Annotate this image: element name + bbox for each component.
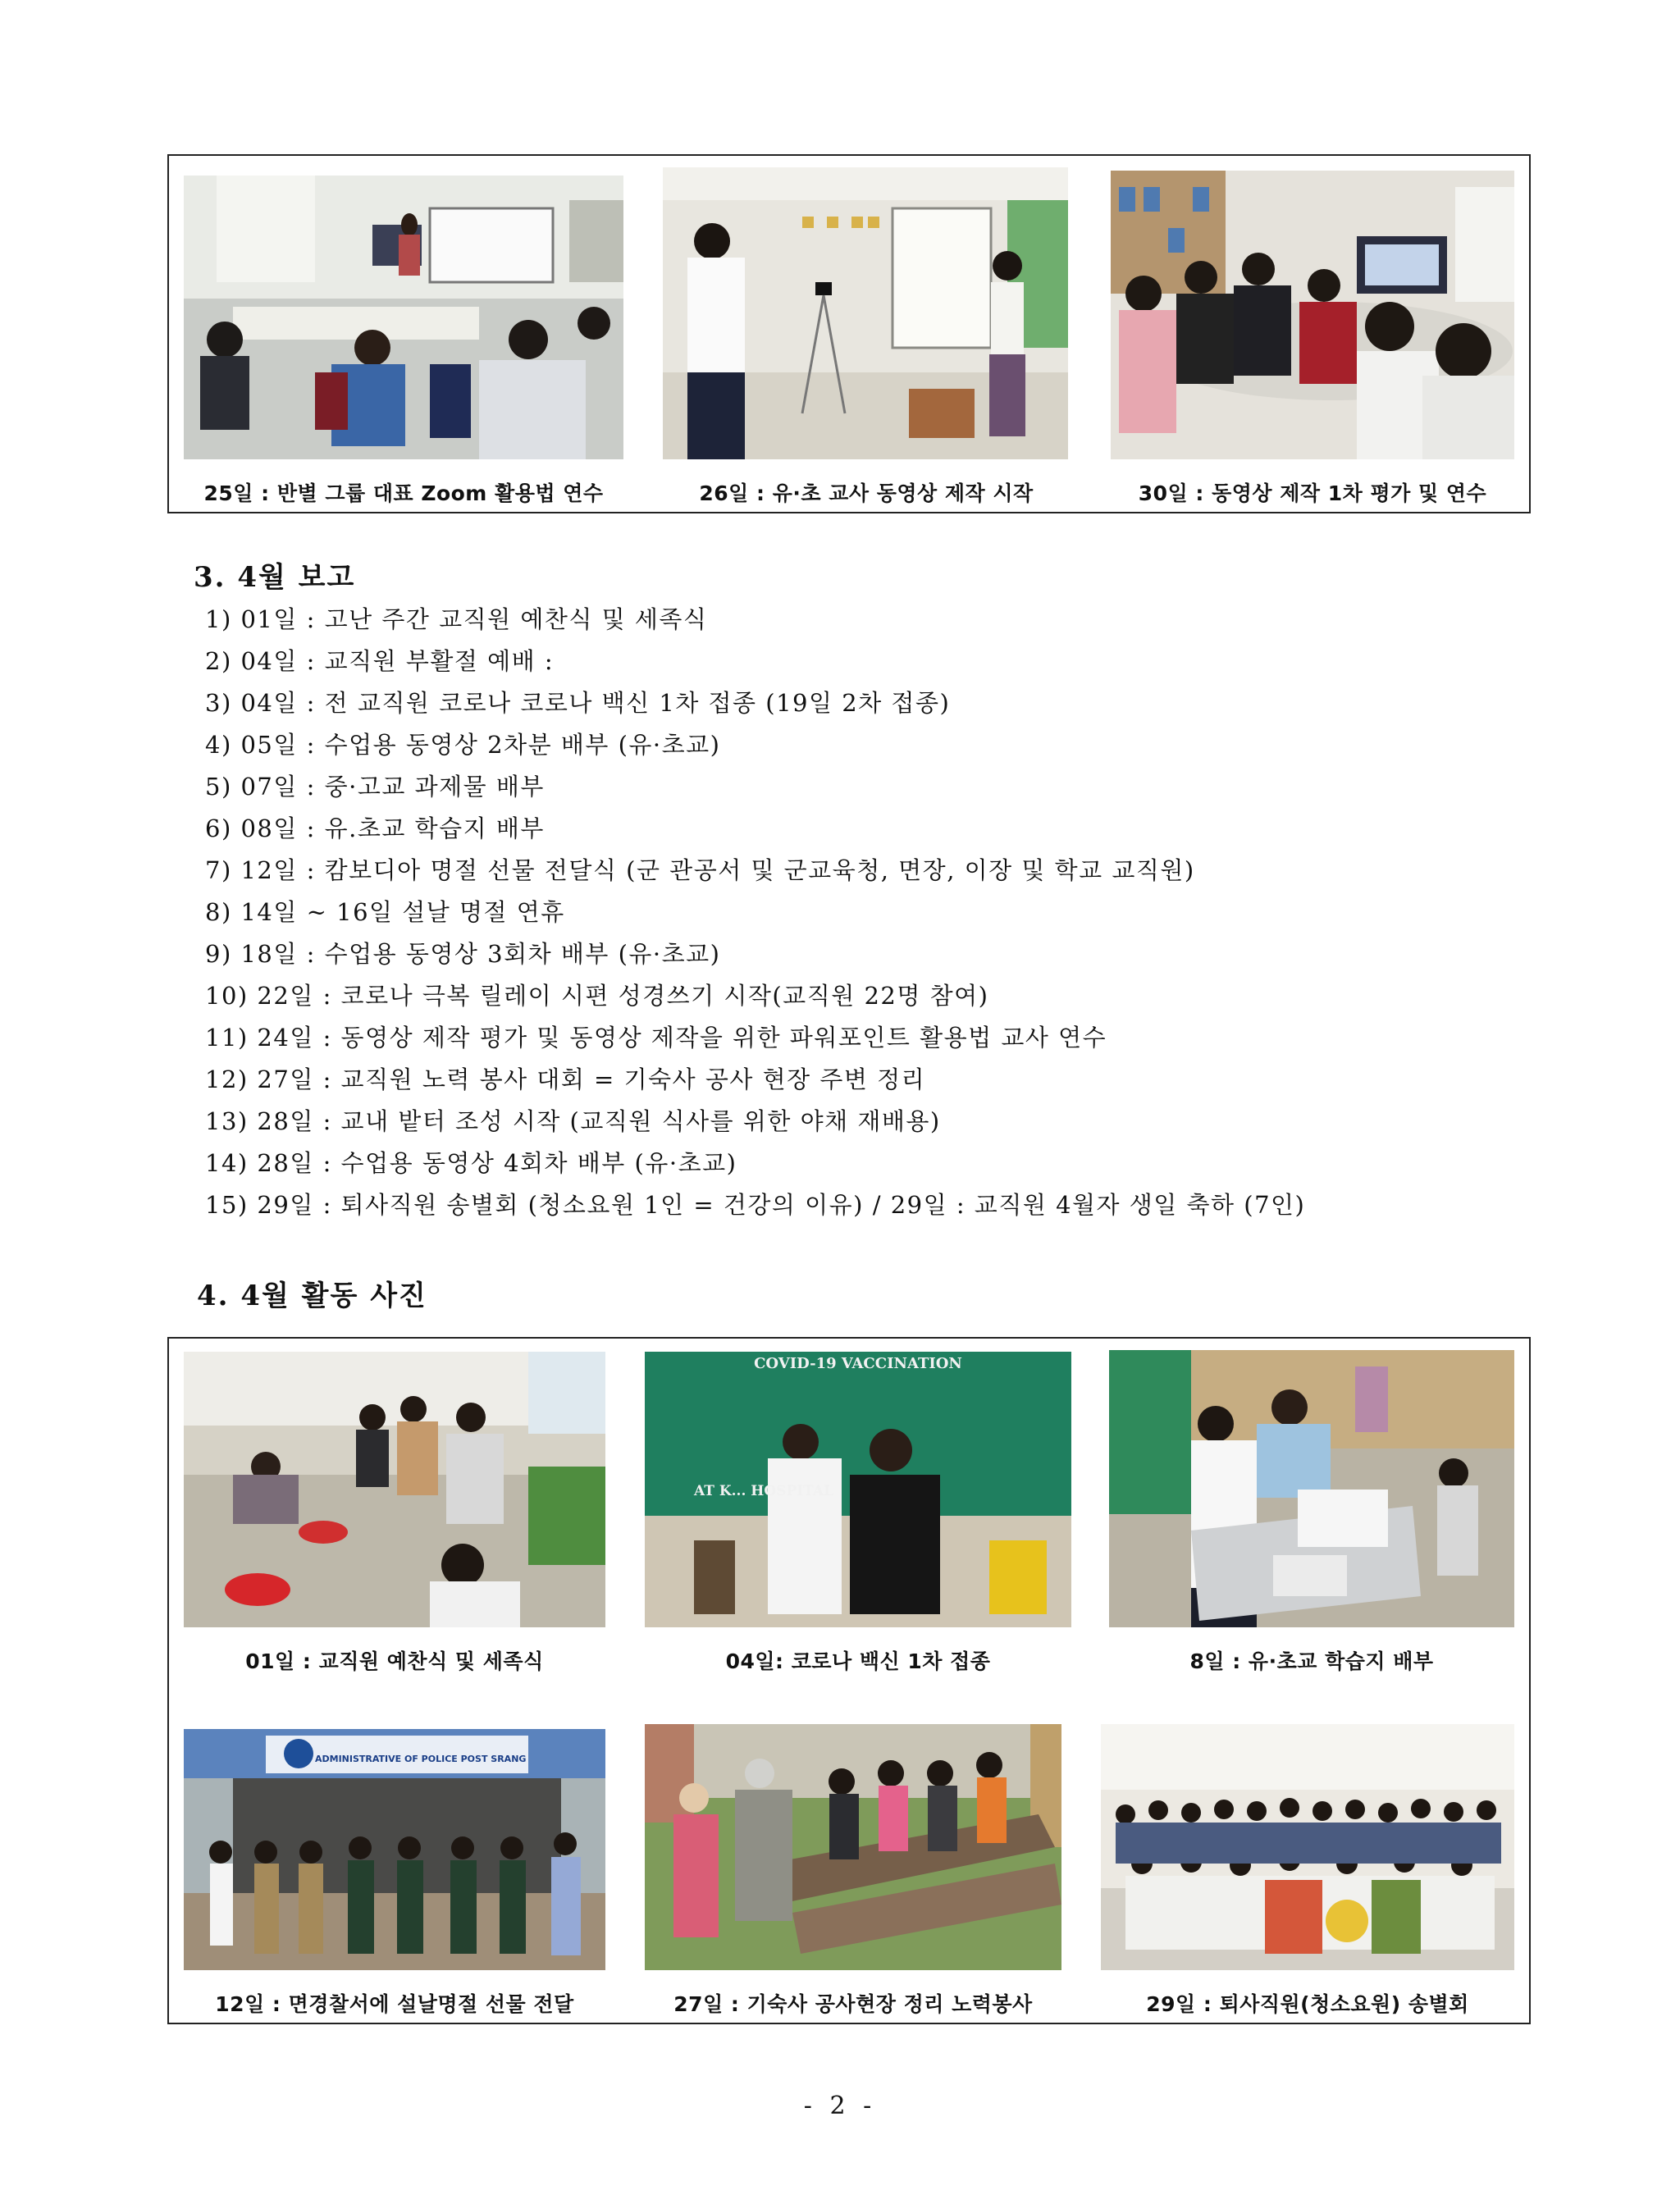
report-item: 3) 04일 : 전 교직원 코로나 코로나 백신 1차 접종 (19일 2차 접종) (205, 689, 951, 717)
report-item: 14) 28일 : 수업용 동영상 4회차 배부 (유·초교) (205, 1149, 737, 1177)
report-item: 6) 08일 : 유.초교 학습지 배부 (205, 814, 545, 842)
report-item: 5) 07일 : 중·고교 과제물 배부 (205, 773, 545, 801)
report-item: 4) 05일 : 수업용 동영상 2차분 배부 (유·초교) (205, 731, 721, 759)
photo-video-evaluation (1111, 171, 1514, 459)
photo-police-post (184, 1729, 605, 1970)
report-item: 7) 12일 : 캄보디아 명절 선물 전달식 (군 관공서 및 군교육청, 면장, 이장 및 학교 교직원) (205, 856, 1195, 884)
photo-video-production (663, 167, 1068, 459)
photo-construction-cleanup (645, 1724, 1061, 1970)
report-item: 2) 04일 : 교직원 부활절 예배 : (205, 647, 555, 675)
report-item: 9) 18일 : 수업용 동영상 3회차 배부 (유·초교) (205, 940, 721, 968)
page-number: - 2 - (803, 2092, 877, 2120)
caption-activity-1: 01일 : 교직원 예찬식 및 세족식 (245, 1649, 544, 1673)
photo-foot-washing (184, 1352, 605, 1627)
report-item: 12) 27일 : 교직원 노력 봉사 대회 = 기숙사 공사 현장 주변 정리 (205, 1065, 926, 1093)
caption-top-3: 30일 : 동영상 제작 1차 평가 및 연수 (1138, 481, 1487, 505)
section3-title: 3. 4월 보고 (194, 561, 356, 594)
photo-vaccination (645, 1352, 1071, 1627)
section4-title: 4. 4월 활동 사진 (197, 1280, 427, 1312)
caption-activity-6: 29일 : 퇴사직원(청소요원) 송별회 (1146, 1992, 1469, 2016)
caption-activity-5: 27일 : 기숙사 공사현장 정리 노력봉사 (673, 1992, 1033, 2016)
report-list (205, 599, 1616, 1226)
vaccination-sign-sub: AT K... HOSPITAL (694, 1483, 834, 1499)
report-item: 1) 01일 : 고난 주간 교직원 예찬식 및 세족식 (205, 605, 708, 633)
report-item: 13) 28일 : 교내 밭터 조성 시작 (교직원 식사를 위한 야채 재배용) (205, 1107, 941, 1135)
report-item: 10) 22일 : 코로나 극복 릴레이 시편 성경쓰기 시작(교직원 22명 참여) (205, 982, 989, 1010)
top-photo-box (167, 154, 1531, 513)
vaccination-sign-text: COVID-19 VACCINATION (754, 1355, 962, 1372)
caption-top-1: 25일 : 반별 그룹 대표 Zoom 활용법 연수 (203, 481, 604, 505)
caption-activity-3: 8일 : 유·초교 학습지 배부 (1189, 1649, 1434, 1673)
police-sign-text: ADMINISTRATIVE OF POLICE POST SRANG (315, 1754, 527, 1764)
photo-zoom-training (184, 176, 623, 459)
caption-activity-2: 04일: 코로나 백신 1차 접종 (725, 1649, 991, 1673)
activity-photo-box (167, 1337, 1531, 2024)
report-item: 8) 14일 ~ 16일 설날 명절 연휴 (205, 898, 565, 926)
report-item: 11) 24일 : 동영상 제작 평가 및 동영상 제작을 위한 파워포인트 활용법 교사 연수 (205, 1024, 1107, 1052)
photo-worksheet-distribution (1109, 1350, 1514, 1627)
report-item: 15) 29일 : 퇴사직원 송별회 (청소요원 1인 = 건강의 이유) / 29일 : 교직원 4월자 생일 축하 (7인) (205, 1191, 1306, 1219)
caption-top-2: 26일 : 유·초 교사 동영상 제작 시작 (699, 481, 1034, 505)
caption-activity-4: 12일 : 면경찰서에 설날명절 선물 전달 (215, 1992, 574, 2016)
photo-farewell-party (1101, 1724, 1514, 1970)
